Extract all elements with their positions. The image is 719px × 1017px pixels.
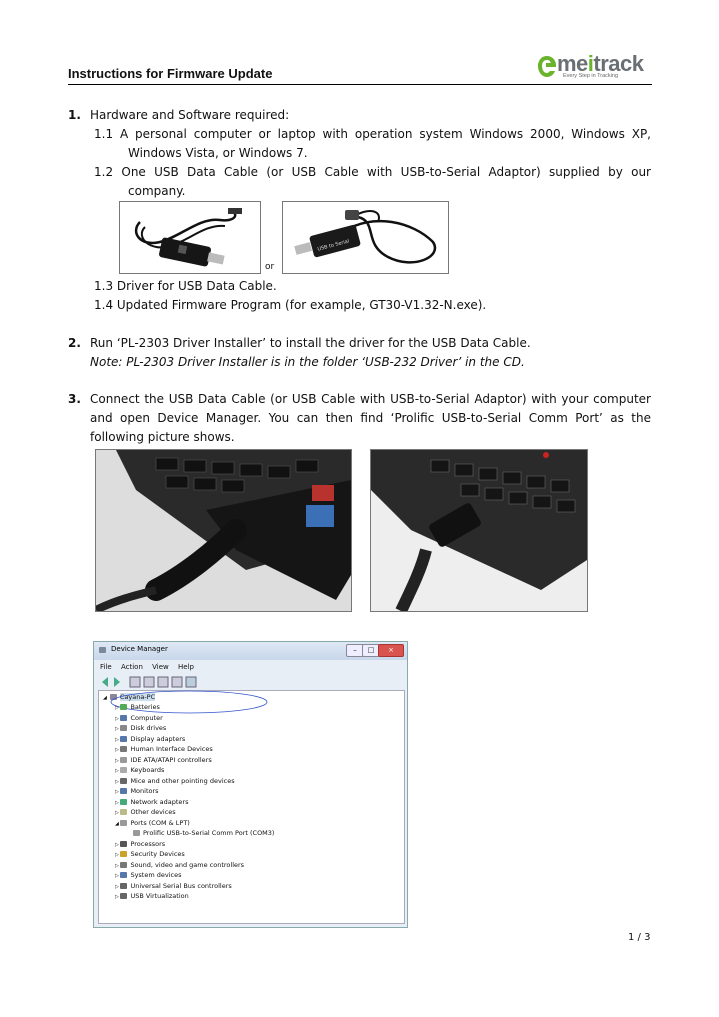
tree-item-security[interactable]: ▷ Security Devices	[115, 850, 185, 858]
logo-mark-icon	[536, 54, 558, 80]
tree-item-computer[interactable]: ▷ Computer	[115, 713, 163, 722]
tree-item-disk-drives[interactable]: ▷ Disk drives	[115, 724, 167, 732]
mouse-icon	[120, 778, 127, 784]
security-icon	[120, 851, 127, 857]
view-icon[interactable]	[144, 677, 154, 687]
grid-icon[interactable]	[172, 677, 182, 687]
menu-view[interactable]: View	[152, 663, 169, 671]
tree-item-processors[interactable]: ▷ Processors	[115, 839, 166, 848]
usb-icon	[120, 883, 127, 889]
window-title: Device Manager	[111, 645, 168, 653]
laptop-usb-cable-photo	[95, 449, 352, 612]
document-title: Instructions for Firmware Update	[68, 66, 273, 81]
sound-icon	[120, 862, 127, 868]
disk-icon	[120, 725, 127, 731]
forward-arrow-icon[interactable]	[114, 677, 120, 687]
tree-item-batteries[interactable]: ▷ Batteries	[115, 703, 160, 711]
computer-node-icon	[120, 715, 127, 721]
tree-item-other-devices[interactable]: ▷ Other devices	[115, 808, 176, 816]
section-1-title: Hardware and Software required:	[90, 108, 290, 122]
menu-help[interactable]: Help	[177, 663, 194, 671]
processor-icon	[120, 841, 127, 847]
menu-action[interactable]: Action	[120, 663, 143, 671]
battery-icon	[120, 704, 127, 710]
section-3-number: 3.	[68, 392, 81, 406]
menu-bar	[100, 663, 201, 671]
item-1-2-line-a: 1.2 One USB Data Cable (or USB Cable with USB-to-Serial Adaptor) supplied by our	[94, 165, 651, 179]
back-arrow-icon[interactable]	[102, 677, 108, 687]
window-titlebar	[94, 642, 407, 660]
tree-item-network[interactable]: ▷ Network adapters	[115, 797, 189, 806]
tree-item-ide[interactable]: ▷ IDE ATA/ATAPI controllers	[115, 755, 212, 764]
ide-icon	[120, 757, 127, 763]
logo-tagline: Every Step in Tracking	[563, 73, 619, 79]
device-manager-window	[93, 641, 408, 928]
logo-wordmark: meitrack	[557, 51, 644, 76]
usb-virtual-icon	[120, 893, 127, 899]
network-icon	[120, 799, 127, 805]
keyboard-icon	[120, 767, 127, 773]
section-1-number: 1.	[68, 108, 81, 122]
maximize-button[interactable]: □	[362, 644, 380, 657]
item-1-3: 1.3 Driver for USB Data Cable.	[94, 279, 277, 293]
tree-item-mice[interactable]: ▷ Mice and other pointing devices	[115, 776, 235, 785]
serial-port-icon	[133, 830, 140, 836]
tree-item-sound[interactable]: ▷ Sound, video and game controllers	[115, 860, 245, 869]
system-icon	[120, 872, 127, 878]
section-3-line-c: following picture shows.	[90, 430, 235, 444]
hid-icon	[120, 746, 127, 752]
or-label: or	[265, 262, 275, 272]
tree-item-usb-controllers[interactable]: ▷ Universal Serial Bus controllers	[115, 881, 232, 890]
monitor-icon	[120, 788, 127, 794]
tree-root[interactable]: ◢ Cayana-PC	[103, 693, 156, 701]
close-button[interactable]: ×	[378, 644, 404, 657]
item-1-4: 1.4 Updated Firmware Program (for example, GT30-V1.32-N.exe).	[94, 298, 487, 312]
page-number: 1 / 3	[628, 932, 651, 943]
item-1-1-line-a: 1.1 A personal computer or laptop with operation system Windows 2000, Windows XP,	[94, 127, 651, 141]
tree-item-prolific-port[interactable]: Prolific USB-to-Serial Comm Port (COM3)	[133, 829, 274, 838]
tree-item-system[interactable]: ▷ System devices	[115, 871, 182, 879]
section-3-line-a: Connect the USB Data Cable (or USB Cable with USB-to-Serial Adaptor) with your computer	[90, 392, 651, 406]
section-2-note: Note: PL-2303 Driver Installer is in the folder ‘USB-232 Driver’ in the CD.	[90, 355, 525, 369]
section-2-text: Run ‘PL-2303 Driver Installer’ to install the driver for the USB Data Cable.	[90, 336, 531, 350]
other-devices-icon	[120, 809, 127, 815]
tree-item-usb-virtualization[interactable]: ▷ USB Virtualization	[115, 892, 189, 900]
section-2-number: 2.	[68, 336, 81, 350]
header-rule	[68, 84, 652, 85]
help-icon[interactable]	[158, 677, 168, 687]
device-manager-icon	[99, 647, 106, 653]
tree-item-monitors[interactable]: ▷ Monitors	[115, 787, 159, 795]
menu-file[interactable]: File	[100, 663, 112, 671]
adaptor-label: USB to Serial	[316, 238, 350, 253]
item-1-2-line-b: company.	[128, 184, 186, 198]
toolbar	[98, 674, 403, 688]
properties-icon[interactable]	[130, 677, 140, 687]
tree-item-ports[interactable]: ◢ Ports (COM & LPT)	[115, 818, 190, 827]
section-3-line-b: and open Device Manager. You can then find ‘Prolific USB-to-Serial Comm Port’ as the	[90, 411, 651, 425]
usb-to-serial-adaptor-photo	[282, 201, 449, 274]
tree-item-keyboards[interactable]: ▷ Keyboards	[115, 766, 165, 774]
item-1-1-line-b: Windows Vista, or Windows 7.	[128, 146, 308, 160]
scan-hardware-icon[interactable]	[186, 677, 196, 687]
usb-data-cable-photo	[119, 201, 261, 274]
display-icon	[120, 736, 127, 742]
device-tree	[98, 690, 405, 924]
tree-item-display-adapters[interactable]: ▷ Display adapters	[115, 734, 186, 743]
tree-item-hid[interactable]: ▷ Human Interface Devices	[115, 745, 213, 753]
minimize-button[interactable]: –	[346, 644, 364, 657]
port-icon	[120, 820, 127, 826]
laptop-usb-serial-adaptor-photo	[370, 449, 588, 612]
